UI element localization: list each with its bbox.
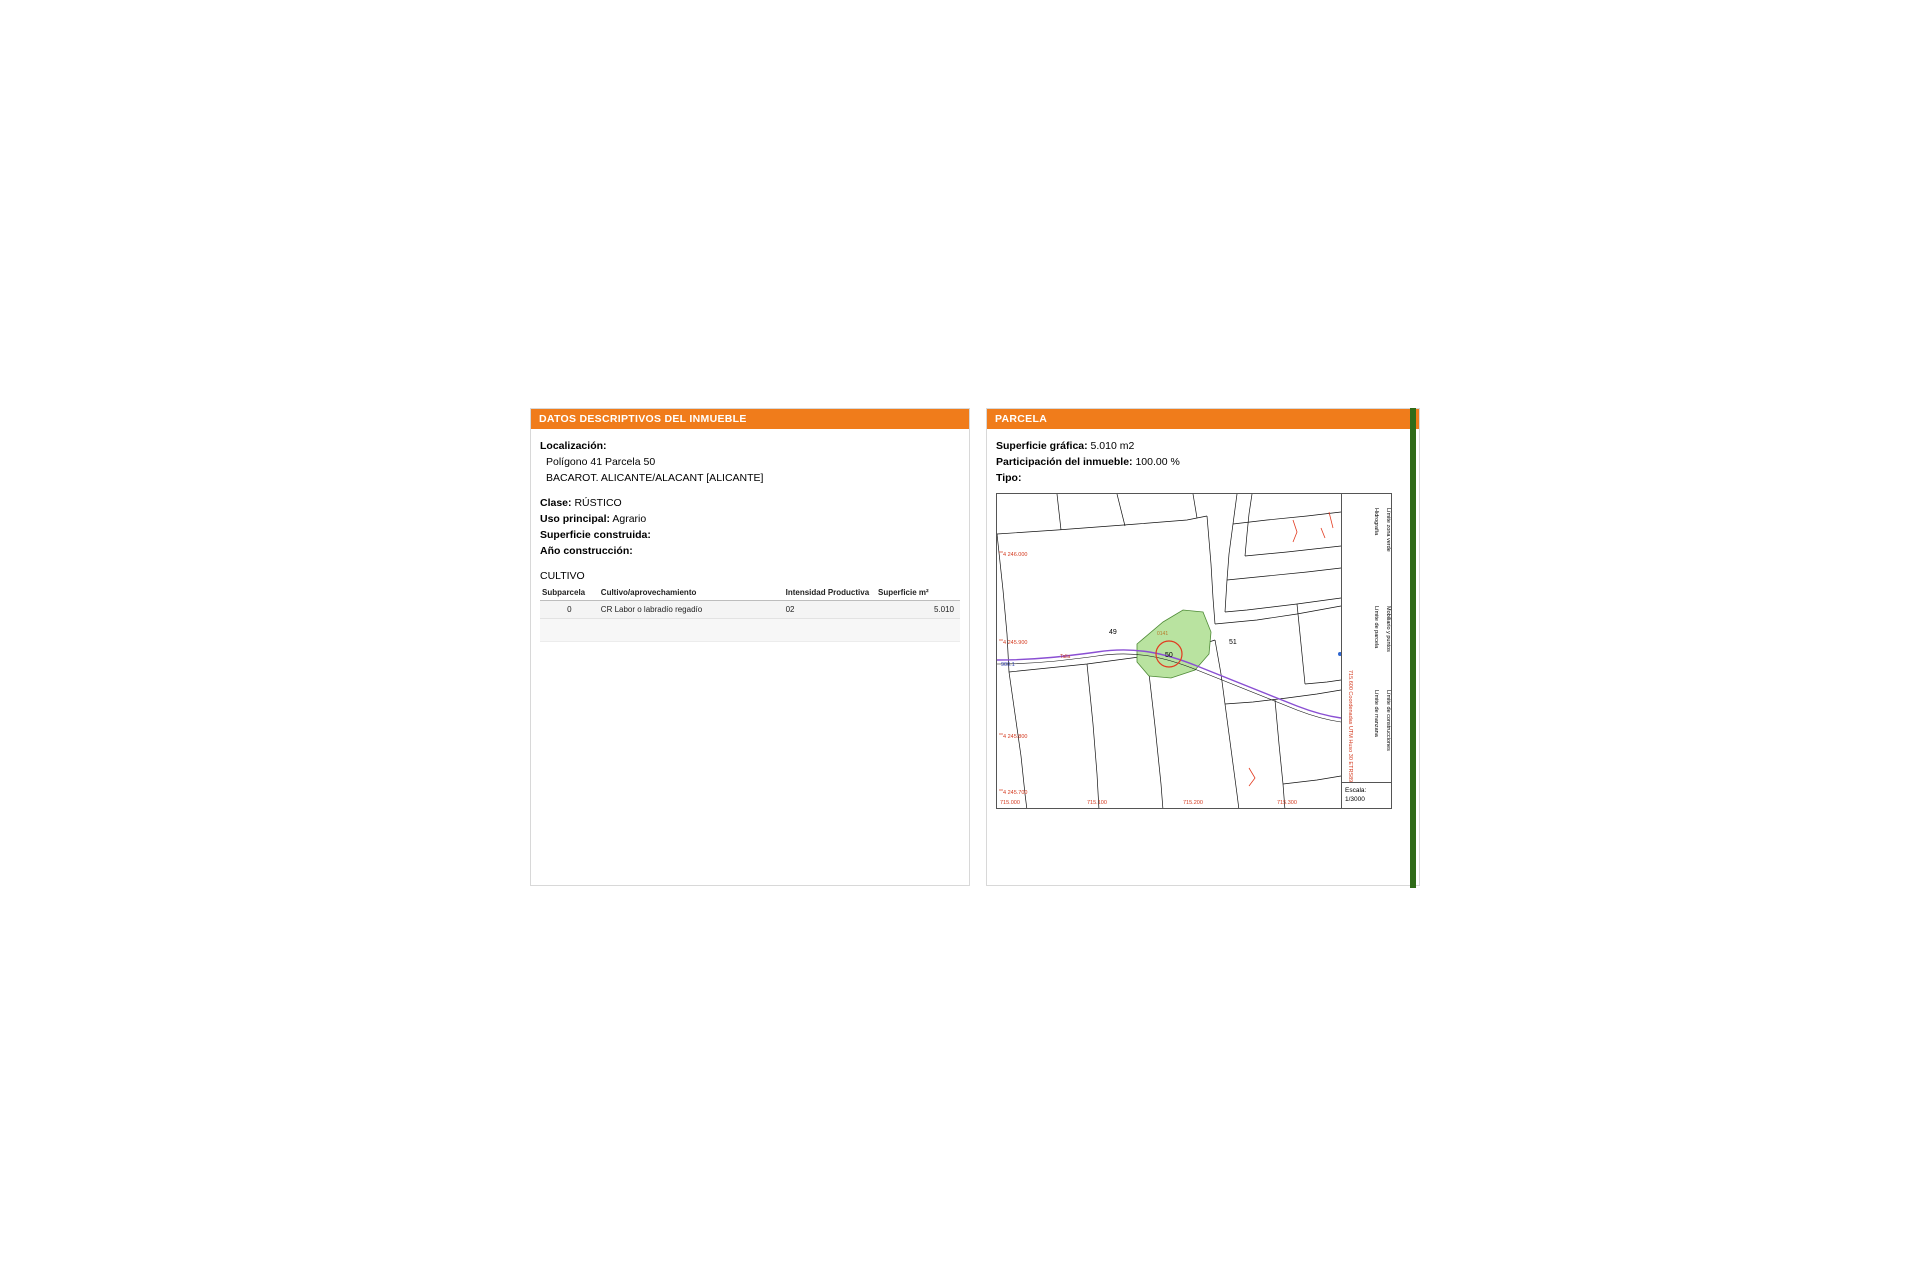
scale-label: Escala: [1345,787,1367,794]
panel-body-parcela [987,429,1419,485]
table-row [540,601,960,619]
parcel-number-49: 49 [1109,629,1117,636]
coord-label-y-3: 4 245.800 [1003,734,1028,740]
uso-principal-label: Uso principal: [540,513,611,525]
participacion-row [996,455,1410,469]
superficie-grafica-label: Superficie gráfica: [996,440,1088,452]
map-vector-canvas [997,494,1392,809]
coord-label-x-3: 715.300 [1277,800,1297,806]
column-header-intensidad: Intensidad Productiva [784,586,876,601]
clase-label: Clase: [540,497,572,509]
legend-entry-limite-parcela: Límite de parcela [1373,606,1379,649]
cell-cultivo: CR Labor o labradío regadío [599,601,784,619]
localizacion-value-1: Polígono 41 Parcela 50 [546,456,656,468]
coord-label-x-2: 715.200 [1183,800,1203,806]
localizacion-line-1 [540,455,960,469]
panel-parcela [986,408,1420,886]
legend-entry-limite-manzana: Límite de manzana [1373,690,1379,737]
tipo-label: Tipo: [996,472,1022,484]
superficie-construida-label: Superficie construida: [540,529,651,541]
cultivo-section-title: CULTIVO [540,570,585,582]
uso-principal-row [540,512,960,526]
clase-row [540,496,960,510]
column-header-cultivo: Cultivo/aprovechamiento [599,586,784,601]
participacion-value: 100.00 % [1135,456,1180,468]
cell-superficie: 5.010 [876,601,960,619]
tipo-row [996,471,1410,485]
column-header-superficie: Superficie m² [876,586,960,601]
parcel-number-50: 50 [1165,652,1173,659]
uso-principal-value: Agrario [612,513,647,525]
map-legend-strip [1341,494,1391,808]
parcel-number-51: 51 [1229,639,1237,646]
coord-label-x-1: 715.100 [1087,800,1107,806]
localizacion-row [540,439,960,453]
superficie-construida-row [540,528,960,542]
spacer [540,487,960,496]
superficie-grafica-value: 5.010 m2 [1090,440,1135,452]
page-edge-bar [1410,408,1416,888]
panel-header-parcela: PARCELA [987,409,1419,429]
cell-intensidad: 02 [784,601,876,619]
panel-body-datos-descriptivos [531,429,969,642]
scale-value: 1/3000 [1345,796,1365,803]
cell-subparcela: 0 [540,601,599,619]
anio-construccion-label: Año construcción: [540,545,633,557]
road-label: Talla [1060,654,1071,660]
superficie-grafica-row [996,439,1410,453]
legend-entry-hidrografia: Hidrografía [1373,508,1379,536]
localizacion-value-2: BACAROT. ALICANTE/ALACANT [ALICANTE] [546,472,764,484]
legend-entry-limite-construcciones: Límite de construcciones [1385,690,1391,751]
table-filler-row [540,619,960,642]
cultivo-table-header-row [540,586,960,601]
panel-header-datos-descriptivos: DATOS DESCRIPTIVOS DEL INMUEBLE [531,409,969,429]
map-scale-box [1341,782,1391,808]
localizacion-line-2 [540,471,960,485]
panel-datos-descriptivos [530,408,970,886]
coord-label-y-2: 4 245.900 [1003,640,1028,646]
participacion-label: Participación del inmueble: [996,456,1133,468]
cultivo-table [540,586,960,619]
column-header-subparcela: Subparcela [540,586,599,601]
cadastral-document [530,408,1420,888]
coord-label-y-1: 4 246.000 [1003,552,1028,558]
clase-value: RÚSTICO [574,497,622,509]
coord-label-y-4: 4 245.700 [1003,790,1028,796]
legend-footer-coordenadas: 715.600 Coordenadas UTM Huso 30 ETRS89 [1347,670,1353,783]
localizacion-label: Localización: [540,440,607,452]
cadastral-map[interactable] [996,493,1392,809]
anio-construccion-row [540,544,960,558]
parcel-sub-label: 0141 [1157,631,1169,637]
legend-entry-zona-verde: Límite zona verde [1385,508,1391,552]
coord-label-x-0: 715.000 [1000,800,1020,806]
legend-entry-mobiliario: Mobiliario y puntos [1385,606,1391,652]
coord-label-left-extra: 900.1 [1001,662,1015,668]
